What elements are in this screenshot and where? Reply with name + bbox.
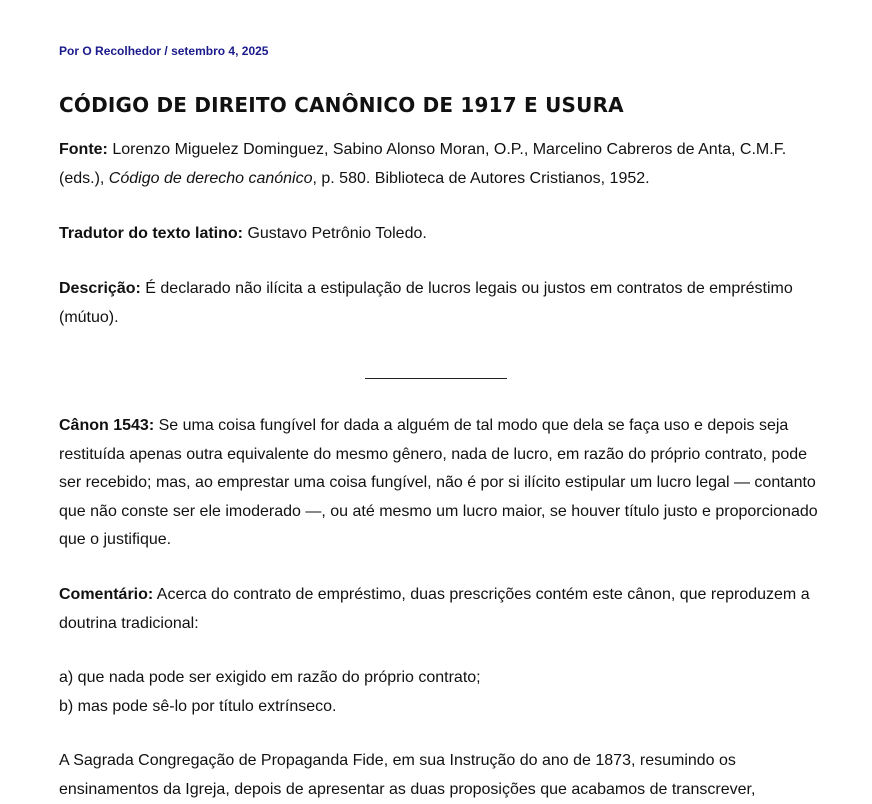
comentario-label: Comentário: bbox=[59, 586, 154, 603]
author-link[interactable]: O Recolhedor bbox=[82, 44, 162, 58]
canon-text: Se uma coisa fungível for dada a alguém de tal modo que dela se faça uso e depois seja restituída apenas outra equivalente do mesmo gênero, nada de lucro, em razão do próprio contrato, pode ser recebido; mas, ao emprestar uma coisa fungível, não é por si ilícito estipular um lucro legal — contanto que não conste ser ele imoderado —, ou até mesmo um lucro maior, se houver título justo e proporcionado que o justifique. bbox=[59, 417, 818, 548]
post-date: setembro 4, 2025 bbox=[171, 44, 269, 58]
tradutor-text: Gustavo Petrônio Toledo. bbox=[243, 225, 427, 242]
section-divider bbox=[365, 378, 507, 379]
post-meta bbox=[59, 44, 268, 58]
page-title: CÓDIGO DE DIREITO CANÔNICO DE 1917 E USURA bbox=[59, 93, 624, 117]
comentario-paragraph bbox=[59, 581, 819, 638]
fonte-book-title: Código de derecho canónico bbox=[108, 169, 313, 187]
meta-separator: / bbox=[164, 44, 168, 58]
descricao-paragraph bbox=[59, 275, 819, 332]
descricao-label: Descrição: bbox=[59, 280, 141, 297]
list-paragraph bbox=[59, 664, 819, 721]
fonte-label: Fonte: bbox=[59, 141, 108, 158]
list-item-b: b) mas pode sê-lo por título extrínseco. bbox=[59, 697, 337, 715]
fonte-text-after: , p. 580. Biblioteca de Autores Cristianos, 1952. bbox=[312, 169, 650, 187]
fonte-paragraph bbox=[59, 136, 819, 193]
list-item-a: a) que nada pode ser exigido em razão do próprio contrato; bbox=[59, 669, 481, 686]
final-paragraph: A Sagrada Congregação de Propaganda Fide, em sua Instrução do ano de 1873, resumindo os ensinamentos da Igreja, depois de apresentar as duas proposições que acabamos de transcrever, bbox=[59, 752, 756, 798]
tradutor-paragraph bbox=[59, 220, 819, 249]
descricao-text: É declarado não ilícita a estipulação de lucros legais ou justos em contratos de empréstimo (mútuo). bbox=[59, 280, 793, 326]
canon-label: Cânon 1543: bbox=[59, 417, 155, 434]
tradutor-label: Tradutor do texto latino: bbox=[59, 225, 243, 242]
comentario-text: Acerca do contrato de empréstimo, duas prescrições contém este cânon, que reproduzem a doutrina tradicional: bbox=[59, 586, 810, 632]
author-prefix: Por bbox=[59, 44, 80, 58]
canon-paragraph bbox=[59, 412, 819, 555]
fonte-text-before: Lorenzo Miguelez Dominguez, Sabino Alonso Moran, O.P., Marcelino Cabreros de Anta, C.M.F. (eds.), bbox=[59, 141, 787, 187]
